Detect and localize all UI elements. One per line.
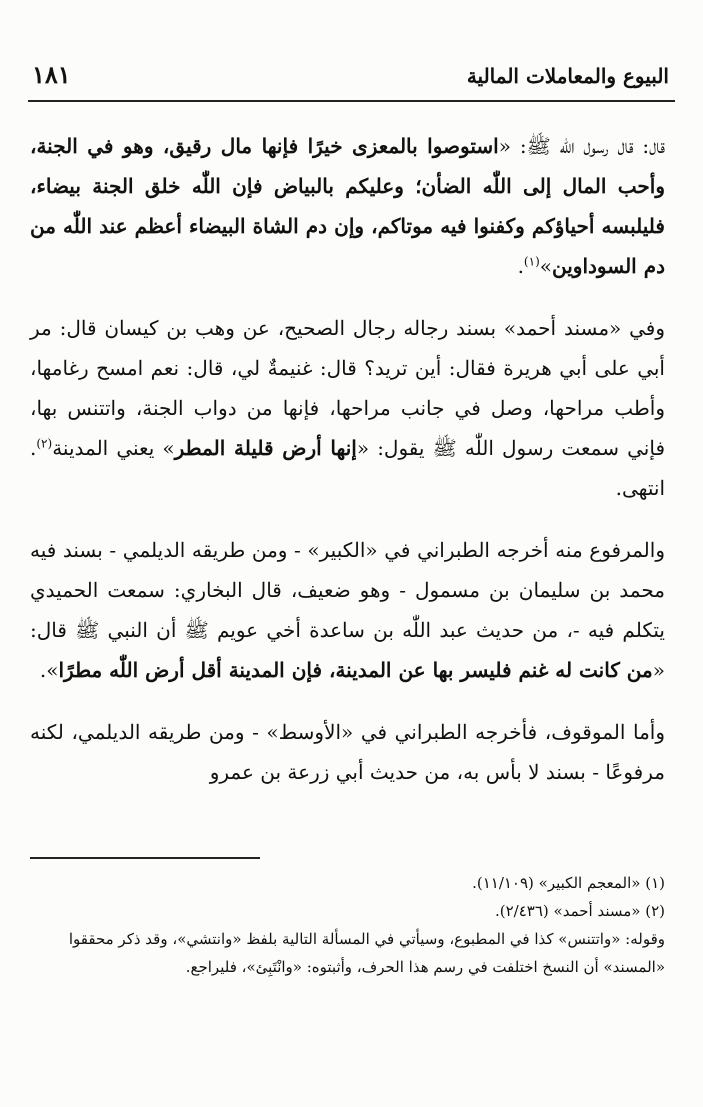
paragraph-2 (30, 308, 665, 508)
main-text (30, 126, 665, 792)
p3-lead: والمرفوع منه أخرجه الطبراني في «الكبير» - ومن طريقه الديلمي - بسند فيه محمد بن سليمان بن مسمول - وهو ضعيف، قال البخاري: سمعت الحميدي يتكلم فيه -، من حديث عبد اللّٰه بن ساعدة أخي عويم ﷺ أن النبي ﷺ قال: « (30, 538, 665, 682)
p2-hadith-quote: إنها أرض قليلة المطر (174, 436, 357, 460)
running-title: البيوع والمعاملات المالية (466, 64, 669, 88)
p1-tail: . (517, 254, 524, 278)
paragraph-4: وأما الموقوف، فأخرجه الطبراني في «الأوسط» - ومن طريقه الديلمي، لكنه مرفوعًا - بسند لا بأس به، من حديث أبي زرعة بن عمرو (30, 720, 665, 784)
paragraph-1 (30, 126, 665, 286)
p1-hadith-quote: استوصوا بالمعزى خيرًا فإنها مال رقيق، وهو في الجنة، وأحب المال إلى اللّٰه الضأن؛ وعليكم بالبياض فإن اللّٰه خلق الجنة بيضاء، فليلبسه أحياؤكم وكفنوا فيه موتاكم، وإن دم الشاة البيضاء أعظم عند اللّٰه من دم السوداوين (30, 134, 665, 278)
p3-tail: ». (39, 658, 59, 682)
p1-close: » (539, 254, 552, 278)
footnote-2-note: وقوله: «واتتنس» كذا في المطبوع، وسيأتي في المسألة التالية بلفظ «وانتشي»، وقد ذكر محققوا «المسند» أن النسخ اختلفت في رسم هذا الحرف، وأثبتوه: «وانْتَبِئ»، فليراجع. (68, 930, 665, 976)
footnotes (30, 869, 665, 981)
p2-mid: » يعني المدينة (52, 436, 175, 460)
p3-hadith-quote: من كانت له غنم فليسر بها عن المدينة، فإن المدينة أقل أرض اللّٰه مطرًا (58, 658, 653, 682)
page-header (28, 56, 675, 102)
footnote-separator (30, 857, 260, 859)
p1-lead: قال: قال رسول اللّٰه ﷺ: « (498, 134, 666, 158)
footnote-ref-1[interactable]: (١) (523, 254, 540, 269)
footnote-ref-2[interactable]: (٢) (36, 436, 53, 451)
page-number: ١٨١ (32, 60, 71, 89)
footnote-1: (١) «المعجم الكبير» (١١/١٠٩). (472, 874, 665, 892)
p2-tail: . انتهى. (30, 436, 665, 500)
p2-lead: وفي «مسند أحمد» بسند رجاله رجال الصحيح، عن وهب بن كيسان قال: مر أبي على أبي هريرة فقال: أين تريد؟ قال: غنيمةٌ لي، قال: نعم امسح رغامها، وأطب مراحها، وصل في جانب مراحها، فإنها من دواب الجنة، واتتنس بها، فإني سمعت رسول اللّٰه ﷺ يقول: « (30, 316, 666, 460)
paragraph-3 (30, 530, 665, 690)
footnote-2: (٢) «مسند أحمد» (٢/٤٣٦). (495, 902, 665, 920)
